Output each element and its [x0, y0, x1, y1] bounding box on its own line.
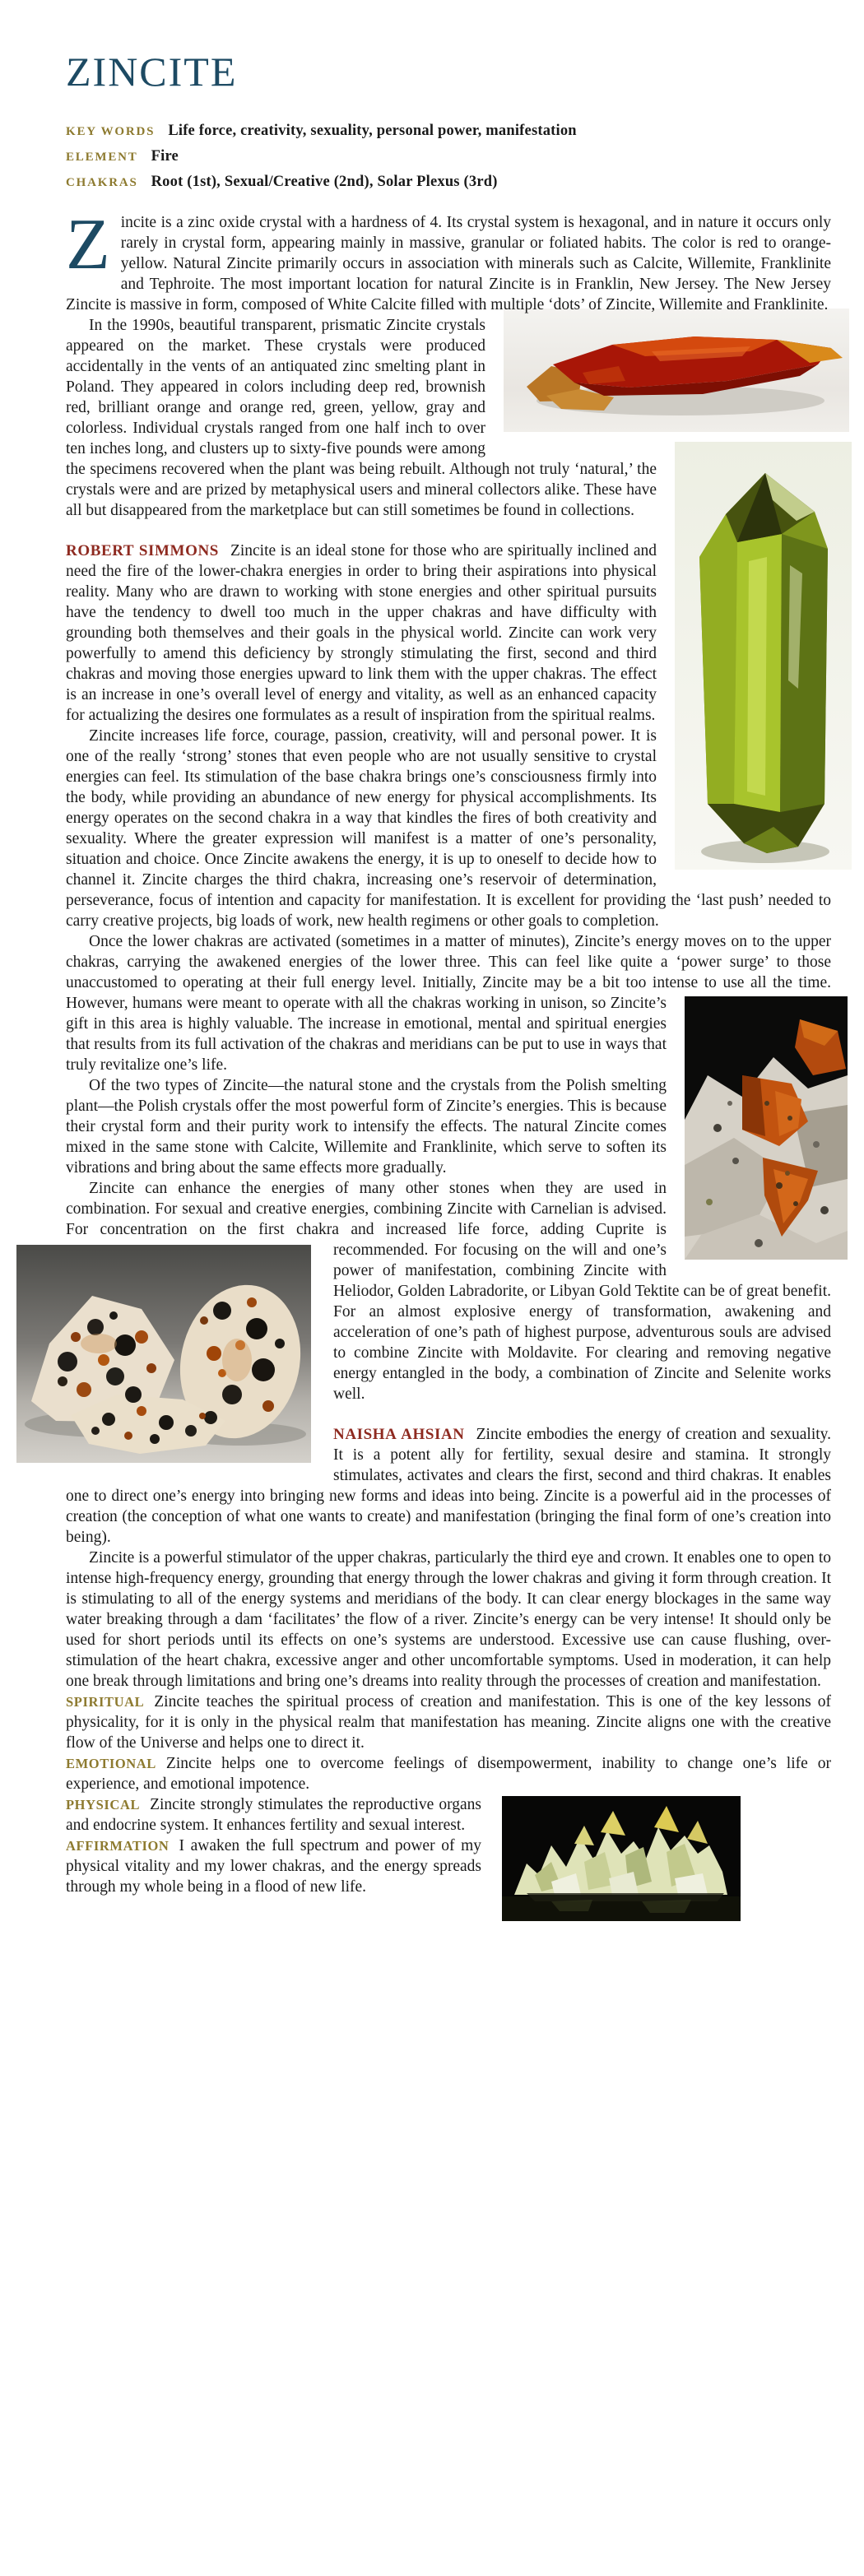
red-crystal-illustration — [504, 309, 849, 432]
robert-simmons-heading: ROBERT SIMMONS — [66, 542, 219, 559]
attributes-block — [66, 122, 831, 191]
emotional-text: Zincite helps one to overcome feelings of disempowerment, inability to change one’s life or experience, and emotional impotence. — [66, 1755, 831, 1793]
photo-spotted-zincite-stones — [16, 1245, 311, 1463]
chakras-row — [66, 173, 831, 191]
naisha-ahsian-heading: NAISHA AHSIAN — [333, 1426, 465, 1443]
page-title: ZINCITE — [66, 49, 238, 95]
chakras-value: Root (1st), Sexual/Creative (2nd), Solar Plexus (3rd) — [151, 174, 498, 190]
keywords-row — [66, 122, 831, 140]
element-row — [66, 147, 831, 165]
spiritual-label: SPIRITUAL — [66, 1694, 145, 1710]
simmons-paragraph-5b: power of manifestation, combining Zincite with Heliodor, Golden Labradorite, or Libyan Gold Tektite can be of great benefit. For an almost explosive energy of transformation, awakening and acceleration of one’s path of highest purpose, adventurous souls are advised to combine Zincite with Moldavite. For clearing and removing negative energy entangled in the body, a combination of Zincite and Selenite works well. — [333, 1262, 831, 1403]
ahsian-paragraph-2: Zincite is a powerful stimulator of the upper chakras, particularly the third eye and crown. It enables one to open to intense high-frequency energy, grounding that energy through the lower chakras and giving it form through creation. It is stimulating to all of the energy systems and meridians of the body. It can clear energy blockages in the same way water breaking through a dam ‘facilitates’ the flow of a river. Zincite’s energy can be very intense! It should only be used for short periods until its effects on one’s systems are understood. Excessive use can cause flushing, over-stimulation of the heart chakra, excessive anger and other uncomfortable symptoms. Used in moderation, it can help one break through limitations and bring one’s dreams into reality through the processes of creation and manifestation. — [66, 1549, 831, 1690]
keywords-label: KEY WORDS — [66, 125, 156, 138]
crystal-cluster-illustration — [502, 1796, 741, 1921]
book-page — [66, 0, 831, 1897]
photo-green-zincite-crystal — [675, 442, 852, 870]
spotted-stones-illustration — [16, 1245, 311, 1463]
ahsian-paragraph-1: Zincite embodies the energy of creation and sexuality. It is a potent ally for fertility, sexual desire and stamina. It strongly stimulates, activates and clears the first, second and third chakras. It enables one to direct one’s energy into bringing new forms and ideas into being. Zincite is a powerful aid in the processes of creation (the conception of what one wants to create) and manifestation (bringing the final form of one’s creation into being). — [66, 1426, 832, 1546]
element-value: Fire — [151, 148, 179, 165]
physical-section — [66, 1794, 831, 1836]
intro-paragraph — [66, 205, 831, 315]
simmons-paragraph-3 — [66, 931, 831, 1075]
green-crystal-illustration — [675, 442, 852, 870]
affirmation-text: I awaken the full spectrum and power of my physical vitality and my lower chakras, and the energy spreads through my whole being in a flood of new life. — [66, 1837, 481, 1896]
simmons-paragraph-2: Zincite increases life force, courage, passion, creativity, will and personal power. It is one of the really ‘strong’ stones that even people who are not usually sensitive to crystal energies can feel. Its stimulation of the base chakra brings one’s consciousness firmly into the body, while providing an abundance of new energy for physical accomplishments. Its energy operates on the second chakra in a way that kindles the fires of both creativity and sexuality. Where the greater expression will manifest is a matter of one’s personality, situation and choice. Once Zincite awakens the energy, it is up to oneself to decide how to channel it. Zincite charges the third chakra, increasing one’s reservoir of determination, perseverance, focus of intention and capacity for manifestation. It is excellent for providing the ‘last push’ needed to carry creative projects, big loads of work, new health regimens or other goals to completion. — [66, 727, 831, 930]
affirmation-label: AFFIRMATION — [66, 1838, 170, 1854]
element-label: ELEMENT — [66, 151, 138, 164]
spiritual-section — [66, 1692, 831, 1753]
drop-cap: Z — [66, 205, 110, 285]
article-body — [66, 205, 832, 1897]
simmons-paragraph-3a: Once the lower chakras are activated (sometimes in a matter of minutes), Zincite’s energy moves on to the upper chakras, carrying the awakened energies of the lower three. This can feel like quite a ‘power surge’ to those unaccustomed to operating at their full energy level. Initially, Zincite may be a bit too intense to use all the time. However, humans were meant to — [66, 933, 831, 1012]
intro-text: incite is a zinc oxide crystal with a hardness of 4. Its crystal system is hexagonal, and in nature it occurs only rarely in crystal form, appearing mainly in massive, granular or foliated habits. The color is red to orange-yellow. Natural Zincite primarily occurs in association with minerals such as Calcite, Willemite, Franklinite and Tephroite. The most important location for natural Zincite is in Franklin, New Jersey. The New Jersey Zincite is massive in form, composed of White Calcite filled with multiple ‘dots’ of Zincite, Willemite and Franklinite. — [66, 214, 831, 313]
emotional-section — [66, 1753, 831, 1794]
photo-red-zincite-crystal — [504, 309, 849, 432]
photo-zincite-matrix — [685, 996, 848, 1260]
paragraph-poland-crystals: In the 1990s, beautiful transparent, prismatic Zincite crystals appeared on the market. These crystals were produced accidentally in the vents of an antiquated zinc smelting plant in Poland. They appeared in colors including deep red, brownish red, brilliant orange and orange red, green, yellow, gray and colorless. Individual crystals ranged from one half inch to over ten inches long, and clusters up to sixty-five pounds were among the specimens recovered when the plant was being rebuilt. Although not truly ‘natural,’ the crystals were and are prized by metaphysical users and mineral collectors alike. These have all but disappeared from the marketplace but can still sometimes be found in collections. — [66, 317, 657, 519]
matrix-crystal-illustration — [685, 996, 848, 1260]
physical-label: PHYSICAL — [66, 1797, 141, 1812]
chakras-label: CHAKRAS — [66, 176, 138, 189]
simmons-paragraph-5a: Zincite can enhance the energies of many other stones when they are used in combination. For sexual and creative energies, combining Zincite with Carnelian is advised. For concentration on the first chakra and increased life force, adding Cuprite is recommended. For focusing on the will and one’s — [66, 1180, 667, 1259]
keywords-value: Life force, creativity, sexuality, personal power, manifestation — [168, 123, 577, 139]
simmons-paragraph-3b: operate with all the chakras working in unison, so Zincite’s gift in this area is highly valuable. The increase in emotional, mental and spiritual energies that results from its full activation of the chakras and meridians can be put to use in ways that truly revitalize one’s life. — [66, 995, 667, 1074]
physical-text: Zincite strongly stimulates the reproductive organs and endocrine system. It enhances fertility and sexual interest. — [66, 1796, 481, 1834]
simmons-paragraph-4: Of the two types of Zincite—the natural stone and the crystals from the Polish smelting plant—the Polish crystals offer the most powerful form of Zincite’s energies. This is because their crystal form and their purity work to intensify the effects. The natural Zincite comes mixed in the same stone with Calcite, Willemite and Franklinite, which serve to soften its vibrations and bring about the same effects more gradually. — [66, 1077, 667, 1177]
photo-zincite-cluster — [502, 1796, 741, 1921]
emotional-label: EMOTIONAL — [66, 1756, 156, 1771]
simmons-paragraph-1: Zincite is an ideal stone for those who are spiritually inclined and need the fire of the lower-chakra energies in order to bring their aspirations into physical reality. Many who are drawn to working with stone energies and other spiritual pursuits have the tendency to dwell too much in the upper chakras and have difficulty with grounding both themselves and their goals in the physical world. Zincite can work very powerfully to amend this deficiency by strongly stimulating the first, second and third chakras and moving those energies upward to link them with the upper chakras. The effect is an increase in one’s overall level of energy and vitality, as well as an enhanced capacity for actualizing the desires one formulates as a result of inspiration from the spiritual realms. — [66, 542, 657, 724]
spiritual-text: Zincite teaches the spiritual process of creation and manifestation. This is one of the key lessons of physicality, for it is only in the physical realm that manifestation has meaning. Zincite aligns one with the creative flow of the Universe and helps one to direct it. — [66, 1693, 831, 1752]
